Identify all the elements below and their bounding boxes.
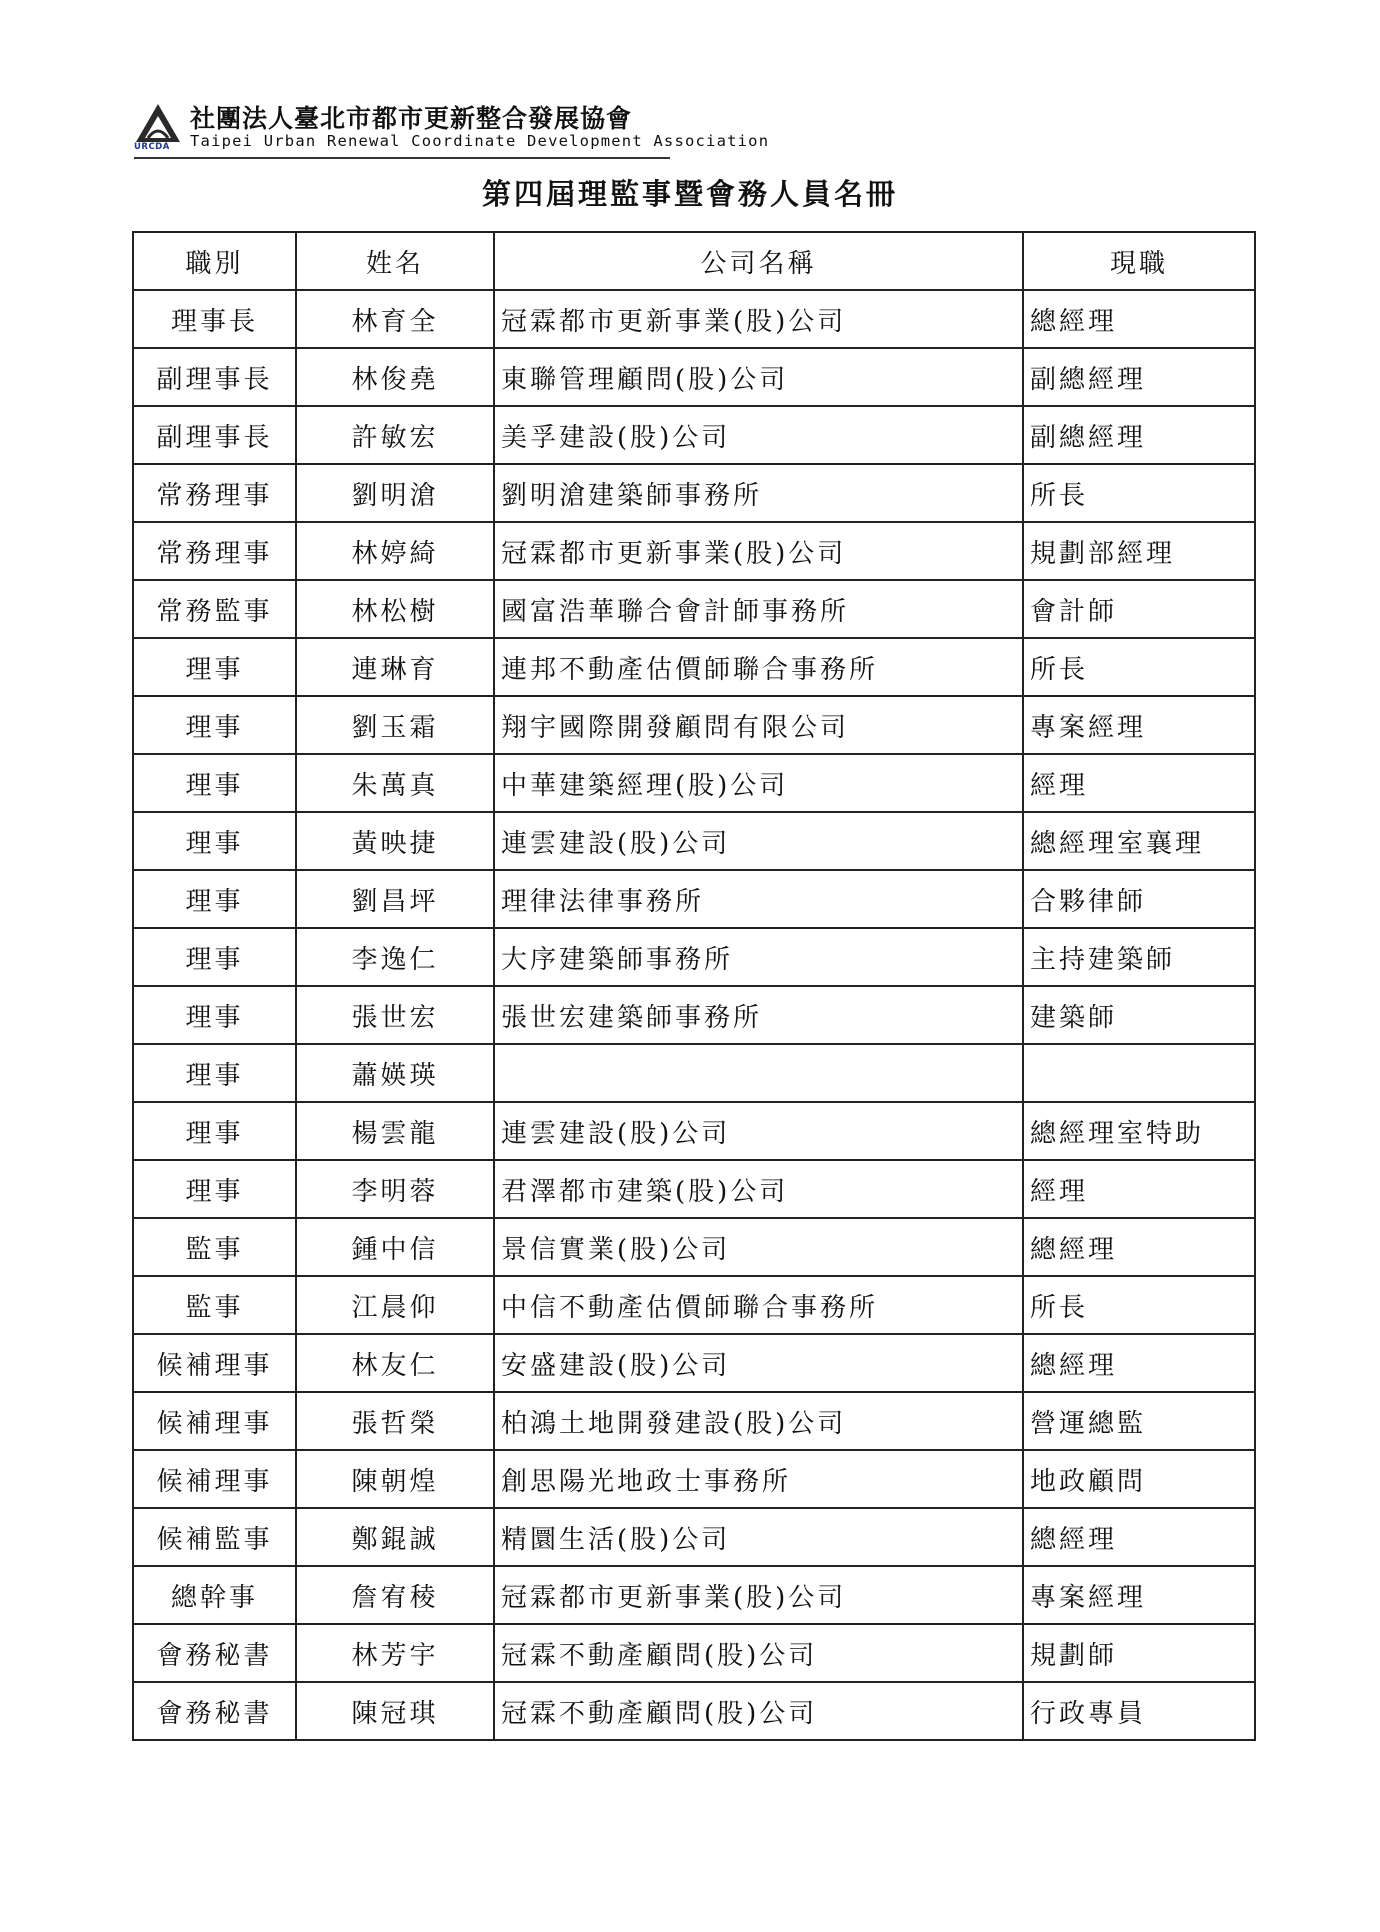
- table-row: [133, 1102, 1255, 1160]
- table-row: [133, 522, 1255, 580]
- cell-name: 林育全: [296, 290, 494, 348]
- cell-position: 常務理事: [133, 522, 296, 580]
- cell-company: 創思陽光地政士事務所: [494, 1450, 1023, 1508]
- cell-position: 副理事長: [133, 348, 296, 406]
- org-name-zh: 社團法人臺北市都市更新整合發展協會: [190, 104, 633, 133]
- cell-company: 東聯管理顧問(股)公司: [494, 348, 1023, 406]
- roster-table: [132, 231, 1256, 1741]
- org-name-en: Taipei Urban Renewal Coordinate Development Association: [190, 132, 770, 150]
- logo-wordmark: URCDA: [134, 142, 170, 152]
- cell-title: 會計師: [1023, 580, 1255, 638]
- cell-position: 常務理事: [133, 464, 296, 522]
- cell-company: 劉明滄建築師事務所: [494, 464, 1023, 522]
- table-row: [133, 1334, 1255, 1392]
- column-header-name: 姓名: [296, 232, 494, 290]
- table-row: [133, 986, 1255, 1044]
- cell-title: 主持建築師: [1023, 928, 1255, 986]
- cell-position: 總幹事: [133, 1566, 296, 1624]
- column-header-position: 職別: [133, 232, 296, 290]
- table-row: [133, 580, 1255, 638]
- cell-name: 劉明滄: [296, 464, 494, 522]
- letterhead: [134, 96, 770, 158]
- table-row: [133, 1566, 1255, 1624]
- cell-name: 詹宥稜: [296, 1566, 494, 1624]
- cell-title: 營運總監: [1023, 1392, 1255, 1450]
- cell-name: 朱萬真: [296, 754, 494, 812]
- cell-title: 總經理室襄理: [1023, 812, 1255, 870]
- cell-title: 總經理室特助: [1023, 1102, 1255, 1160]
- cell-position: 監事: [133, 1218, 296, 1276]
- cell-company: 大序建築師事務所: [494, 928, 1023, 986]
- cell-name: 李逸仁: [296, 928, 494, 986]
- cell-title: 地政顧問: [1023, 1450, 1255, 1508]
- cell-company: 連雲建設(股)公司: [494, 812, 1023, 870]
- cell-name: 鍾中信: [296, 1218, 494, 1276]
- cell-name: 鄭錕誠: [296, 1508, 494, 1566]
- cell-position: 理事: [133, 1102, 296, 1160]
- table-row: [133, 1450, 1255, 1508]
- cell-position: 理事: [133, 1044, 296, 1102]
- cell-title: 總經理: [1023, 290, 1255, 348]
- table-row: [133, 406, 1255, 464]
- table-row: [133, 1276, 1255, 1334]
- cell-name: 林松樹: [296, 580, 494, 638]
- cell-company: 理律法律事務所: [494, 870, 1023, 928]
- cell-title: 規劃師: [1023, 1624, 1255, 1682]
- cell-position: 候補監事: [133, 1508, 296, 1566]
- document-title: 第四屆理監事暨會務人員名冊: [481, 177, 898, 211]
- cell-position: 理事長: [133, 290, 296, 348]
- cell-company: 冠霖都市更新事業(股)公司: [494, 522, 1023, 580]
- table-row: [133, 928, 1255, 986]
- cell-title: 建築師: [1023, 986, 1255, 1044]
- cell-name: 黃映捷: [296, 812, 494, 870]
- cell-name: 林婷綺: [296, 522, 494, 580]
- cell-position: 候補理事: [133, 1392, 296, 1450]
- cell-company: 張世宏建築師事務所: [494, 986, 1023, 1044]
- table-row: [133, 290, 1255, 348]
- cell-name: 劉玉霜: [296, 696, 494, 754]
- cell-position: 理事: [133, 696, 296, 754]
- cell-company: 中華建築經理(股)公司: [494, 754, 1023, 812]
- cell-company: 安盛建設(股)公司: [494, 1334, 1023, 1392]
- cell-title: 副總經理: [1023, 406, 1255, 464]
- table-header-row: [133, 232, 1255, 290]
- cell-name: 陳冠琪: [296, 1682, 494, 1740]
- cell-name: 江晨仰: [296, 1276, 494, 1334]
- cell-company: 連雲建設(股)公司: [494, 1102, 1023, 1160]
- cell-name: 楊雲龍: [296, 1102, 494, 1160]
- cell-name: 劉昌坪: [296, 870, 494, 928]
- cell-title: 總經理: [1023, 1334, 1255, 1392]
- cell-company: 君澤都市建築(股)公司: [494, 1160, 1023, 1218]
- cell-company: 翔宇國際開發顧問有限公司: [494, 696, 1023, 754]
- cell-position: 理事: [133, 928, 296, 986]
- table-row: [133, 812, 1255, 870]
- cell-position: 理事: [133, 1160, 296, 1218]
- cell-title: 專案經理: [1023, 1566, 1255, 1624]
- cell-name: 林友仁: [296, 1334, 494, 1392]
- cell-position: 理事: [133, 870, 296, 928]
- cell-company: 美孚建設(股)公司: [494, 406, 1023, 464]
- cell-title: 專案經理: [1023, 696, 1255, 754]
- cell-name: 陳朝煌: [296, 1450, 494, 1508]
- table-row: [133, 1160, 1255, 1218]
- cell-company: 連邦不動產估價師聯合事務所: [494, 638, 1023, 696]
- table-row: [133, 638, 1255, 696]
- cell-position: 副理事長: [133, 406, 296, 464]
- table-row: [133, 696, 1255, 754]
- table-row: [133, 1624, 1255, 1682]
- cell-company: [494, 1044, 1023, 1102]
- cell-title: 經理: [1023, 1160, 1255, 1218]
- cell-title: 副總經理: [1023, 348, 1255, 406]
- cell-title: 所長: [1023, 638, 1255, 696]
- cell-title: 行政專員: [1023, 1682, 1255, 1740]
- table-row: [133, 1508, 1255, 1566]
- cell-title: 所長: [1023, 1276, 1255, 1334]
- cell-name: 張世宏: [296, 986, 494, 1044]
- header-rule: [134, 157, 670, 159]
- cell-position: 候補理事: [133, 1334, 296, 1392]
- cell-title: [1023, 1044, 1255, 1102]
- cell-name: 許敏宏: [296, 406, 494, 464]
- cell-name: 林俊堯: [296, 348, 494, 406]
- cell-title: 所長: [1023, 464, 1255, 522]
- table-row: [133, 464, 1255, 522]
- cell-company: 柏鴻土地開發建設(股)公司: [494, 1392, 1023, 1450]
- cell-name: 李明蓉: [296, 1160, 494, 1218]
- cell-name: 張哲榮: [296, 1392, 494, 1450]
- cell-company: 冠霖都市更新事業(股)公司: [494, 290, 1023, 348]
- cell-title: 合夥律師: [1023, 870, 1255, 928]
- cell-position: 會務秘書: [133, 1682, 296, 1740]
- roster-body: [133, 290, 1255, 1740]
- cell-title: 總經理: [1023, 1508, 1255, 1566]
- cell-company: 精圜生活(股)公司: [494, 1508, 1023, 1566]
- cell-company: 冠霖不動產顧問(股)公司: [494, 1624, 1023, 1682]
- cell-position: 理事: [133, 754, 296, 812]
- cell-position: 理事: [133, 638, 296, 696]
- cell-company: 中信不動產估價師聯合事務所: [494, 1276, 1023, 1334]
- cell-name: 林芳宇: [296, 1624, 494, 1682]
- table-row: [133, 1044, 1255, 1102]
- cell-name: 蕭媖瑛: [296, 1044, 494, 1102]
- table-row: [133, 870, 1255, 928]
- cell-company: 國富浩華聯合會計師事務所: [494, 580, 1023, 638]
- table-row: [133, 1218, 1255, 1276]
- table-row: [133, 754, 1255, 812]
- cell-company: 景信實業(股)公司: [494, 1218, 1023, 1276]
- column-header-company: 公司名稱: [494, 232, 1023, 290]
- cell-title: 規劃部經理: [1023, 522, 1255, 580]
- cell-position: 常務監事: [133, 580, 296, 638]
- cell-position: 候補理事: [133, 1450, 296, 1508]
- table-row: [133, 1682, 1255, 1740]
- cell-position: 會務秘書: [133, 1624, 296, 1682]
- cell-name: 連琳育: [296, 638, 494, 696]
- cell-position: 理事: [133, 986, 296, 1044]
- cell-position: 監事: [133, 1276, 296, 1334]
- cell-title: 經理: [1023, 754, 1255, 812]
- table-row: [133, 1392, 1255, 1450]
- cell-title: 總經理: [1023, 1218, 1255, 1276]
- column-header-title: 現職: [1023, 232, 1255, 290]
- table-row: [133, 348, 1255, 406]
- cell-company: 冠霖不動產顧問(股)公司: [494, 1682, 1023, 1740]
- cell-position: 理事: [133, 812, 296, 870]
- cell-company: 冠霖都市更新事業(股)公司: [494, 1566, 1023, 1624]
